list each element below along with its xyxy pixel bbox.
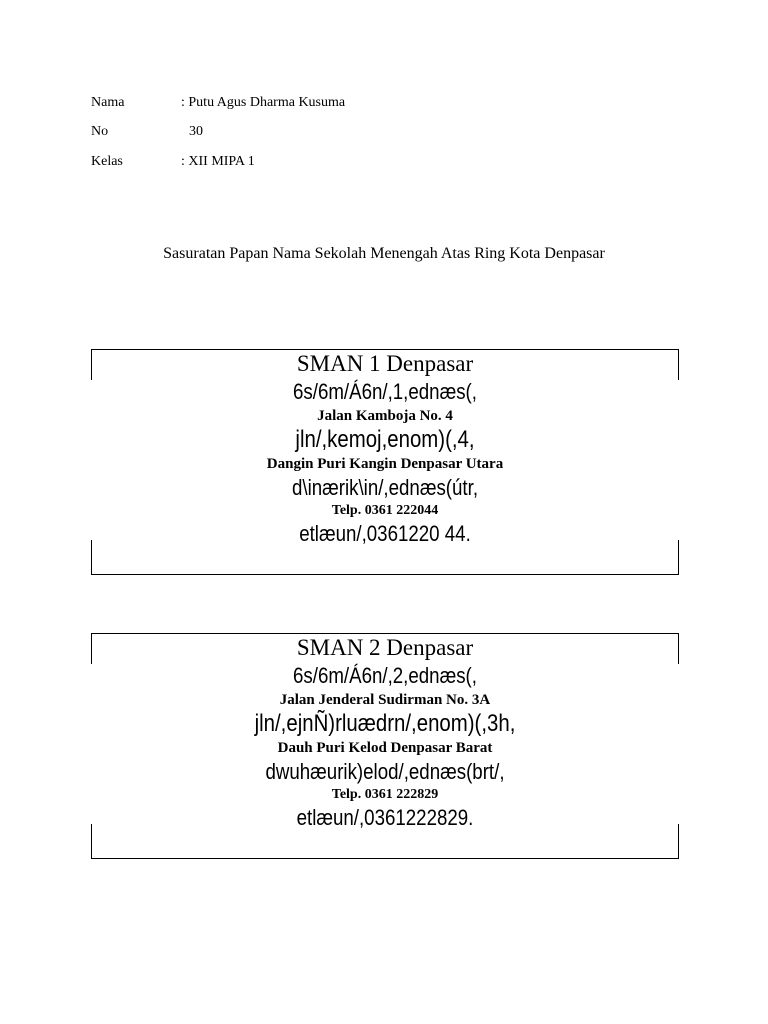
name-board-sman-2 — [91, 633, 679, 859]
no-label: No — [91, 124, 109, 139]
board-school-name-balinese: 6s/6m/Á6n/,2,ednæs(, — [293, 663, 477, 688]
name-board-sman-1 — [91, 349, 679, 575]
board-school-name-balinese: 6s/6m/Á6n/,1,ednæs(, — [293, 379, 477, 404]
board-school-name: SMAN 1 Denpasar — [296, 351, 474, 376]
board-address: Jalan Jenderal Sudirman No. 3A — [279, 692, 491, 708]
board-area-balinese: dwuhæurik)elod/,ednæs(brt/, — [265, 759, 505, 784]
name-value: : Putu Agus Dharma Kusuma — [181, 95, 346, 110]
board-area: Dangin Puri Kangin Denpasar Utara — [266, 456, 504, 472]
student-no-row — [91, 123, 203, 141]
board-phone-balinese: etlæun/,0361222829. — [296, 805, 474, 830]
board-area-balinese: d\inærik\in/,ednæs(útr, — [291, 475, 479, 500]
no-value: 30 — [189, 124, 203, 139]
class-value: : XII MIPA 1 — [181, 154, 255, 169]
board-address-balinese: jln/,kemoj,enom)(,4, — [295, 426, 475, 453]
board-school-name: SMAN 2 Denpasar — [296, 635, 474, 660]
name-label: Nama — [91, 95, 125, 110]
board-address-balinese: jln/,ejnÑ)rluædrn/,enom)(,3h, — [254, 710, 516, 737]
board-address: Jalan Kamboja No. 4 — [317, 408, 453, 424]
student-class-row — [91, 153, 255, 171]
document-title: Sasuratan Papan Nama Sekolah Menengah Atas Ring Kota Denpasar — [163, 245, 605, 262]
board-phone: Telp. 0361 222044 — [331, 503, 439, 518]
board-phone-balinese: etlæun/,0361220 44. — [299, 521, 471, 546]
board-phone: Telp. 0361 222829 — [331, 787, 439, 802]
board-area: Dauh Puri Kelod Denpasar Barat — [277, 740, 493, 756]
student-name-row — [91, 94, 345, 112]
class-label: Kelas — [91, 154, 123, 169]
